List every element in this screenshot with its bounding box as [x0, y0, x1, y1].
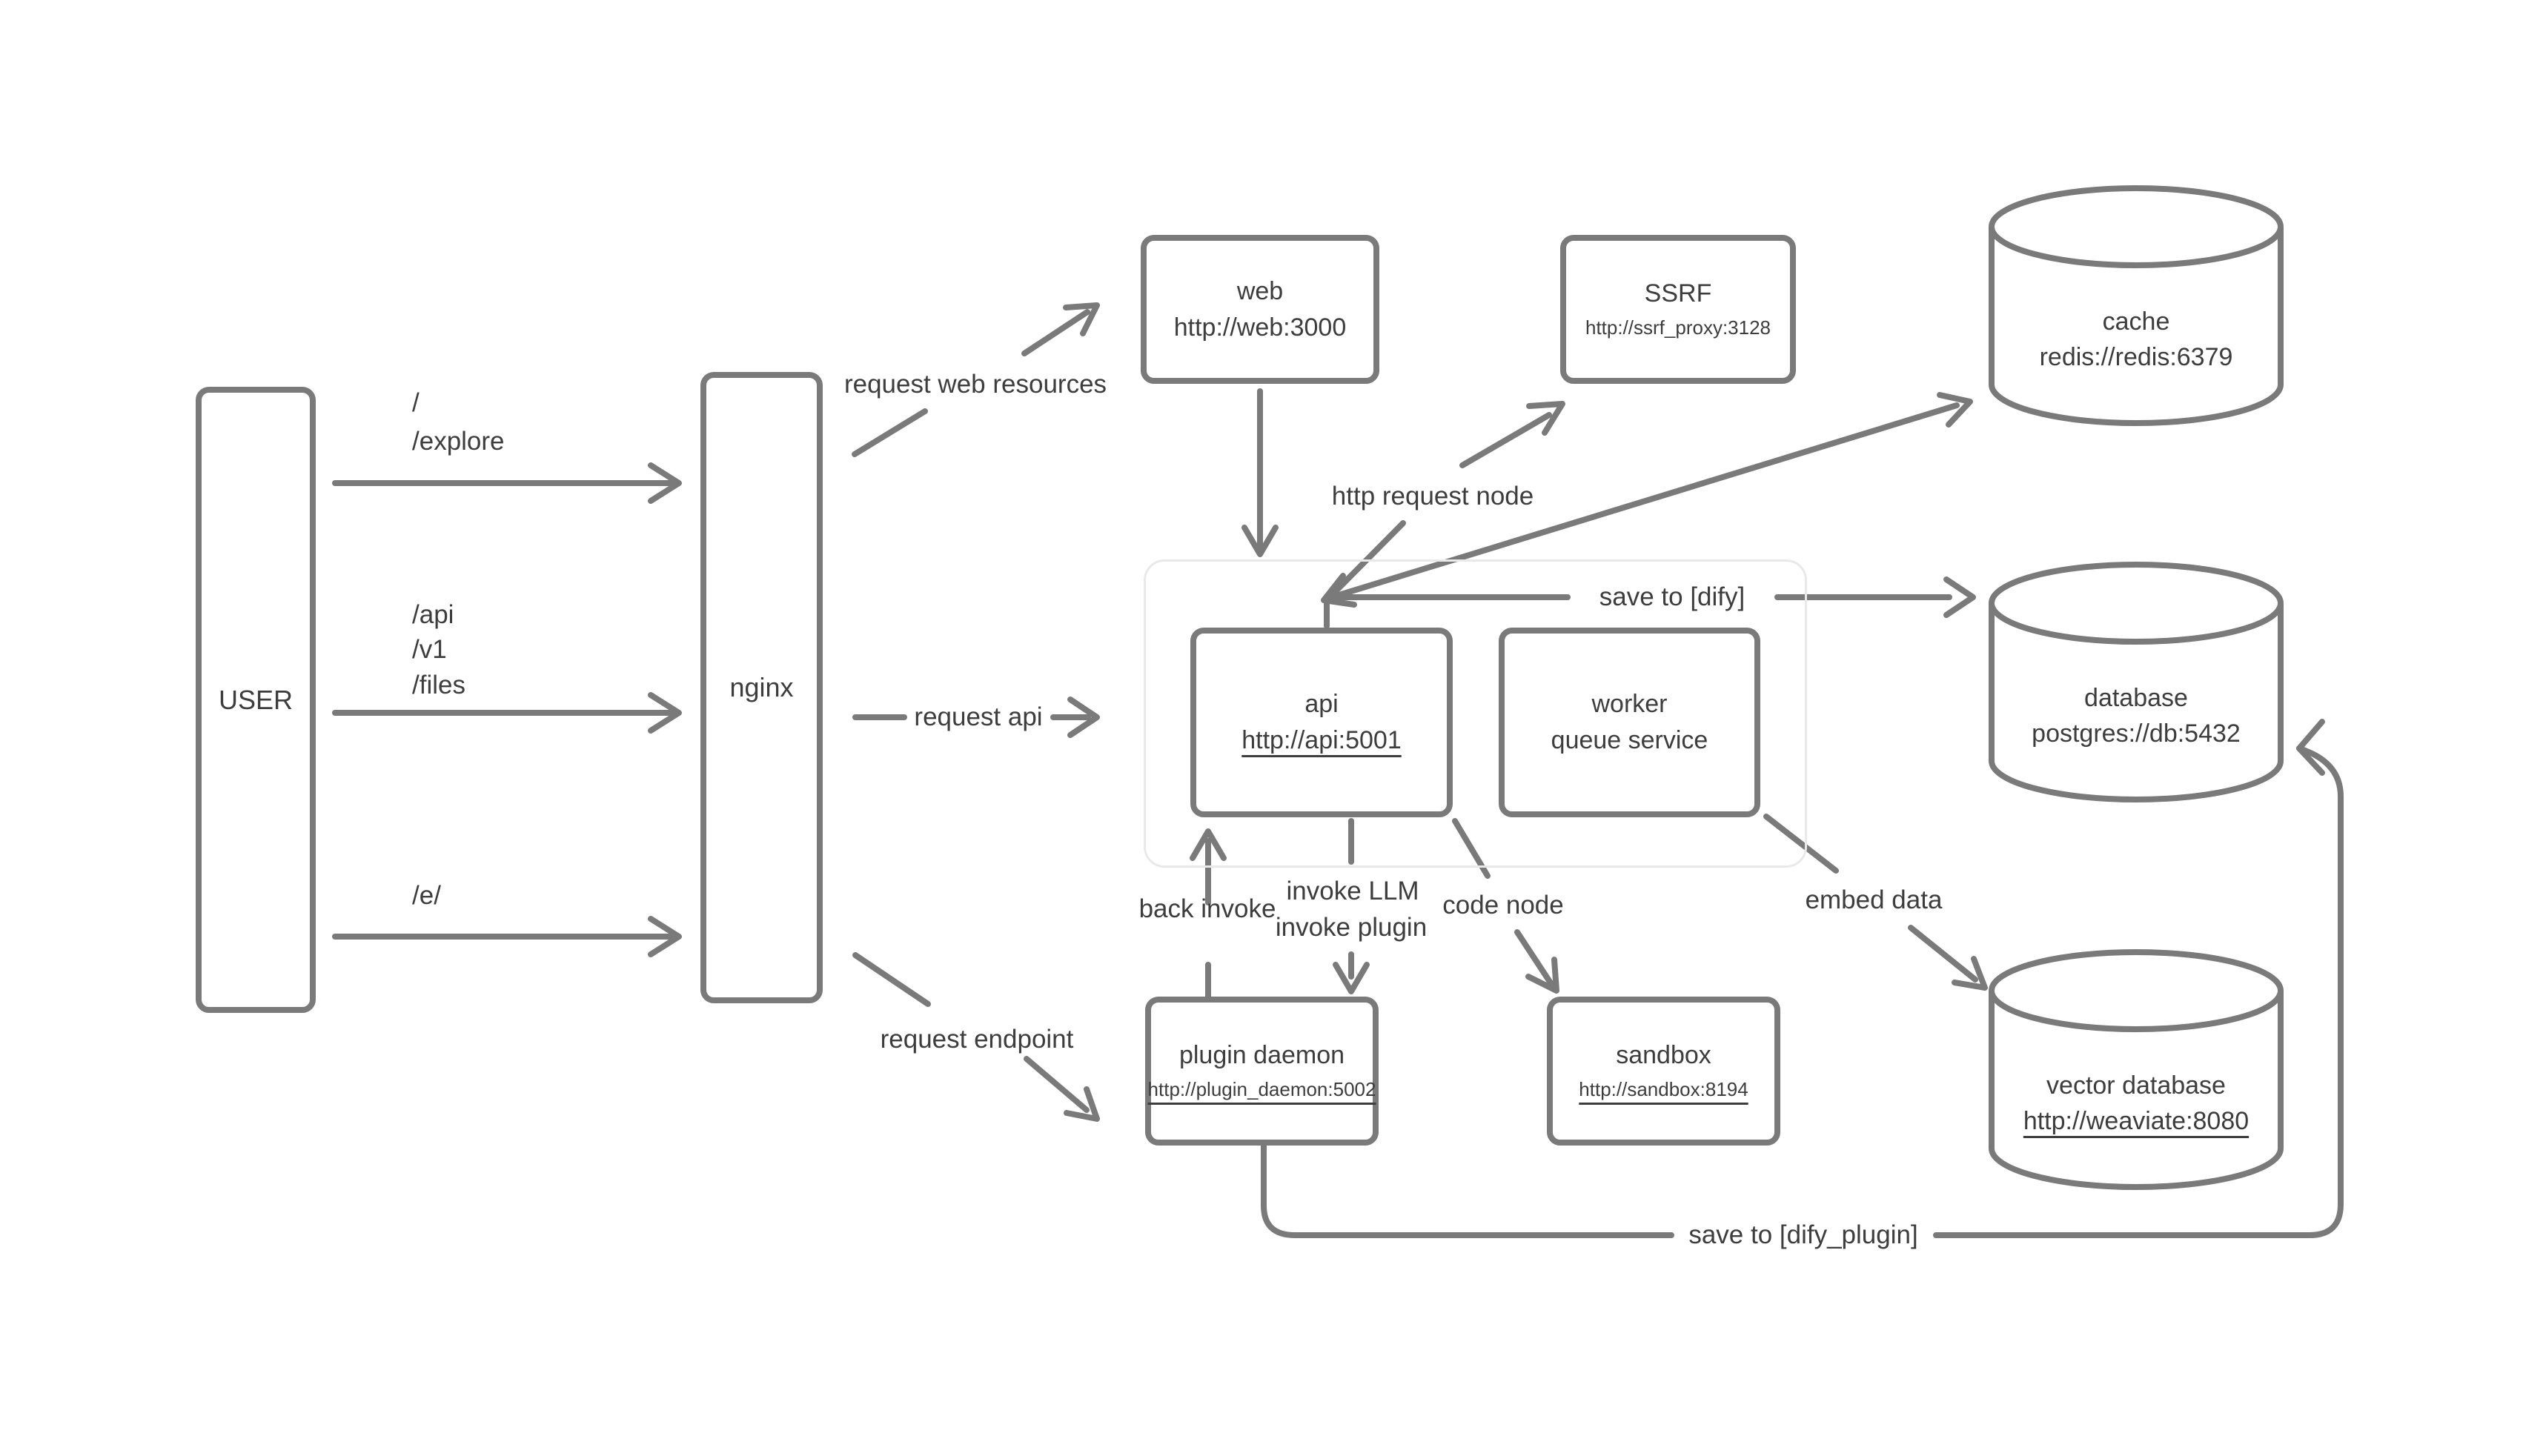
nginx-label: nginx: [729, 672, 794, 702]
api-url: http://api:5001: [1241, 726, 1402, 754]
arrow-user-nginx-root: [335, 465, 679, 501]
edge-label-request-web-resources: request web resources: [843, 370, 1107, 399]
cache-title: cache: [2102, 308, 2170, 336]
api-node: [1190, 628, 1453, 817]
edge-label-http-request-node: http request node: [1331, 482, 1534, 511]
plugin-daemon-title: plugin daemon: [1178, 1040, 1345, 1069]
sandbox-url: http://sandbox:8194: [1579, 1077, 1748, 1100]
edge-label-route-root: /: [412, 388, 420, 417]
web-node: [1141, 235, 1379, 384]
database-url: postgres://db:5432: [2032, 719, 2241, 748]
database-cylinder: [1989, 562, 2284, 802]
edge-label-save-to-dify-plugin: save to [dify_plugin]: [1688, 1220, 1918, 1249]
plugin-daemon-node: [1145, 997, 1379, 1146]
vector-db-url: http://weaviate:8080: [2023, 1107, 2250, 1135]
vector-db-cylinder: [1989, 949, 2284, 1190]
edge-label-route-v1: /v1: [412, 635, 447, 664]
arrow-user-nginx-e: [335, 919, 679, 954]
plugin-daemon-url: http://plugin_daemon:5002: [1147, 1077, 1376, 1100]
vector-db-title: vector database: [2046, 1071, 2226, 1100]
edge-label-embed-data: embed data: [1805, 885, 1943, 914]
api-title: api: [1304, 690, 1339, 718]
edge-label-invoke-llm: invoke LLM: [1286, 877, 1419, 905]
web-url: http://web:3000: [1173, 313, 1347, 342]
edge-label-route-files: /files: [412, 671, 465, 699]
edge-label-request-api: request api: [914, 702, 1043, 731]
ssrf-node: [1560, 235, 1796, 384]
edge-label-route-explore: /explore: [412, 427, 505, 456]
arrow-user-nginx-api: [335, 695, 679, 731]
edge-label-back-invoke: back invoke: [1138, 894, 1276, 923]
worker-subtitle: queue service: [1551, 726, 1708, 754]
edge-label-route-e: /e/: [412, 881, 441, 910]
edge-label-invoke-plugin: invoke plugin: [1275, 913, 1428, 942]
nginx-node: [700, 372, 823, 1003]
user-label: USER: [218, 684, 294, 715]
cache-url: redis://redis:6379: [2039, 343, 2233, 371]
cache-cylinder: [1989, 185, 2284, 426]
web-title: web: [1236, 276, 1284, 305]
worker-node: [1499, 628, 1760, 817]
edge-label-save-to-dify: save to [dify]: [1599, 582, 1745, 611]
worker-title: worker: [1591, 690, 1668, 718]
edge-label-route-api: /api: [412, 600, 454, 629]
sandbox-node: [1547, 997, 1780, 1146]
edge-label-request-endpoint: request endpoint: [880, 1025, 1074, 1054]
database-title: database: [2084, 684, 2188, 712]
edge-label-code-node: code node: [1442, 891, 1564, 920]
user-node: [196, 387, 316, 1013]
arrow-web-api: [1244, 391, 1276, 554]
ssrf-url: http://ssrf_proxy:3128: [1585, 316, 1771, 339]
ssrf-title: SSRF: [1644, 279, 1712, 308]
sandbox-title: sandbox: [1616, 1040, 1711, 1069]
